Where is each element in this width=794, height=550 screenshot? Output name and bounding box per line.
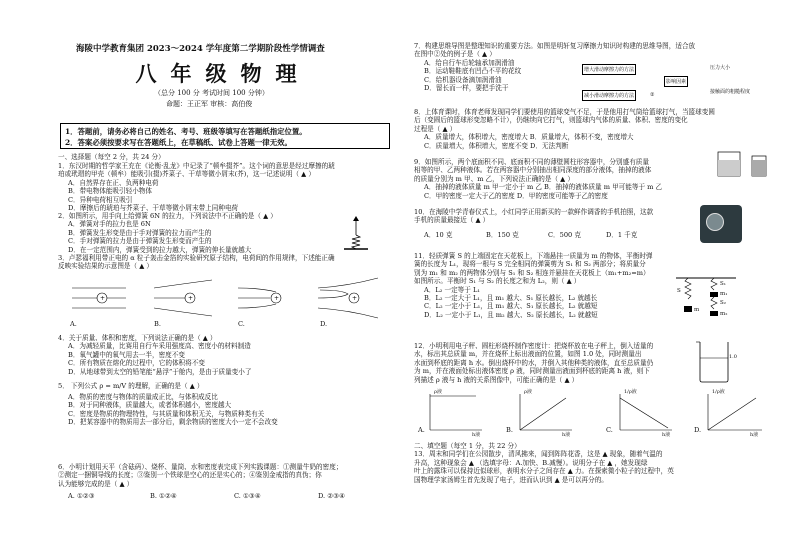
q12-stem: 为 m，并在液面处标出液体密度 ρ 液，同时测量出液面到杯底的距离 h 液，则下 xyxy=(414,367,650,376)
q11-option-b: B．L₂ 一定大于 L₁，且 m₁ 越大、S₁ 原长越长，L₂ 就越长 xyxy=(424,294,598,303)
q3-figure-a xyxy=(72,288,126,308)
q10-option-b: B．150 克 xyxy=(486,231,519,239)
q8-options-ab: A．质量增大，体积增大，密度增大 B．质量增大，体积不变，密度增大 xyxy=(424,133,634,142)
q7-stem: 7．构建思维导图是整理知识的重要方法。如图是明轩复习摩擦力知识时构建的思维导图，适合放 xyxy=(414,42,696,50)
q6-option-d: D. ②③④ xyxy=(318,492,345,500)
q6-stem: 认为能够完成的是（ ▲ ） xyxy=(58,479,134,488)
q3-option-b-label: B. xyxy=(154,320,161,328)
q7-option-c: C．给机器设备滴加润滑油 xyxy=(424,75,502,84)
mass-label: m₂ xyxy=(720,311,728,317)
section1-heading: 一、选择题（每空 2 分，共 24 分） xyxy=(58,153,165,161)
school-header: 海陵中学教育集团 2023～2024 学年度第二学期阶段性学情调查 xyxy=(76,44,325,54)
q12-option-c: C. xyxy=(606,426,613,434)
q6-option-a: A. ①②③ xyxy=(68,492,95,500)
q9-containers-figure xyxy=(714,146,776,178)
svg-text:+: + xyxy=(352,295,358,302)
mindmap-node: 影响因素 xyxy=(664,76,688,87)
q7-option-a: A．给自行车后轮轴承加润滑油 xyxy=(424,58,515,67)
q6-option-b: B. ①②④ xyxy=(150,492,177,500)
q5-option-c: C．密度是物质的物理特性，与其质量和体积无关，与物质种类有关 xyxy=(68,409,265,418)
question-5 xyxy=(58,380,398,427)
q12-beaker-figure xyxy=(696,340,736,384)
camera-icon xyxy=(706,213,724,231)
mindmap-node: 减小滑动摩擦力的方法 xyxy=(582,90,636,101)
q11-stem: 11．轻质弹簧 S 的上端固定在天花板上，下端悬挂一质量为 m 的物体，平衡时弹 xyxy=(414,252,653,260)
q8-stem: 后（变圆后的篮球形变忽略不计），仍继续向它打气，则篮球内气体的质量、体积、密度的变化 xyxy=(414,116,688,125)
q9-stem: 的质量分别为 m 甲、m 乙，下列说法正确的是（ ▲ ） xyxy=(414,174,574,183)
right-column xyxy=(414,0,786,550)
mass-label: m₁ xyxy=(720,291,728,297)
q7-stem: 在图中②处的例子是（ ▲ ） xyxy=(414,50,496,59)
q4-stem: 4．关于质量、体积和密度，下列说法正确的是（ ▲ ） xyxy=(58,334,217,342)
section1-heading-block xyxy=(58,153,398,161)
q9-stem: 9．如图所示，两个底面积不同、底面积不同的薄壁圆柱形容器中，分别盛有质量 xyxy=(414,158,649,166)
q9-options-ab: A．抽掉的液体质量 m 甲一定小于 m 乙 B．抽掉的液体质量 m 甲可能等于 m 乙 xyxy=(424,183,663,192)
authors: 命题：王正军 审核：高伯俊 xyxy=(166,100,253,108)
q10-stem: 10．在海陵中学青春仪式上，小红同学正用新买的一款鲜作调香的手机拍照，这款 xyxy=(414,208,654,216)
q4-option-c: C．所有物质在熔化的过程中，它的体积将不变 xyxy=(68,359,205,368)
phone-image xyxy=(700,205,742,243)
q3-figure-c xyxy=(238,288,281,308)
q3-stem: 反映实验结果的示意图是（ ▲ ） xyxy=(58,262,153,271)
question-3 xyxy=(58,254,398,271)
q12-graph-a xyxy=(430,394,482,430)
q5-option-d: D．把某容器中的物质用去一部分后，剩余物质的密度大小一定不会改变 xyxy=(68,418,278,427)
q5-option-b: B．对于同种液体，质量越大，或者体积越小，密度越大 xyxy=(68,401,232,410)
spring-label: S xyxy=(677,288,681,294)
q1-option-c: C．异种电荷相互吸引 xyxy=(68,195,133,204)
q6-stem: ②测定一捆铜导线的长度；③鉴别一个铁球是空心的还是实心的；④鉴别金戒指的真伪；你 xyxy=(58,471,322,480)
q12-option-b: B. xyxy=(506,426,513,434)
q10-option-d: D．1 千克 xyxy=(606,231,638,239)
score-time: （总分 100 分 考试时间 100 分钟） xyxy=(154,89,269,97)
q11-option-c: C．L₂ 一定小于 L₁，且 m₁ 越大、S₁ 原长越长，L₂ 就越短 xyxy=(424,302,598,311)
q1-line: 珀或玳瑁的甲壳（顿牟）能吸引(掇)芥菜子、干草等微小屑末(芥)，这一记述说明（ ▲ ） xyxy=(58,170,315,179)
q5-stem: 5． 下列公式 ρ = m/V 的理解，正确的是（ ▲ ） xyxy=(58,382,204,390)
q12-stem: 水面到杯底的距离 h 水。倒出烧杯中的水，并倒入其他种类的液体，直至总质量仍 xyxy=(414,358,654,367)
q12-graph-b-xlabel: h液 xyxy=(562,432,571,438)
section2-heading: 二、填空题（每空 1 分，共 22 分） xyxy=(414,442,521,450)
q12-graph-d-ylabel: 1/ρ液 xyxy=(712,389,725,395)
q8-options-cd: C．质量增大，体积增大，密度不变 D．无法判断 xyxy=(424,141,569,150)
q2-option-a: A．弹簧对手的拉力也是 6N xyxy=(68,220,151,229)
q3-figure-b xyxy=(154,280,212,316)
q11-option-d: D．L₂ 一定小于 L₁，且 m₂ 越大、S₂ 原长越长，L₂ 就越短 xyxy=(424,310,598,319)
q1-option-a: A．自然界存在正、负两种电荷 xyxy=(68,178,159,187)
mindmap-node: 增大滑动摩擦力的方法 xyxy=(582,64,636,75)
q12-stem: 12．小明利用电子秤、圆柱形烧杯制作密度计：把烧杯放在电子秤上，倒入适量的 xyxy=(414,342,654,350)
spring-figure xyxy=(336,215,376,253)
q7-option-b: B．运动鞋鞋底有凹凸不平的花纹 xyxy=(424,67,522,76)
q12-graph-c-ylabel: 1/ρ液 xyxy=(624,389,637,395)
q2-option-d: D．在一定范围内，弹簧受到的拉力越大，弹簧的伸长量就越大 xyxy=(68,245,252,254)
exam-title: 八年级物理 xyxy=(135,61,311,86)
alpha-particle-figures xyxy=(62,274,392,330)
q2-option-c: C．手对弹簧的拉力是由于弹簧发生形变而产生的 xyxy=(68,237,212,246)
section2 xyxy=(414,442,786,484)
q9-stem: 相等的甲、乙两种液体。若在两容器中分别抽出相同深度的部分液体，抽掉的液体 xyxy=(414,166,652,175)
q2-option-b: B．弹簧发生形变是由于手对弹簧的拉力而产生的 xyxy=(68,228,212,237)
q13-line: 国物理学家汤姆生首先发现了电子，进而认识到 ▲ 是可以再分的。 xyxy=(414,475,608,484)
notice-line-2: 2．答案必须按要求写在答题纸上，在草稿纸、试卷上答题一律无效。 xyxy=(65,138,292,147)
q10-option-c: C．500 克 xyxy=(548,231,581,239)
q11-stem: 别为 m₁ 和 m₂ 的两物体分别与 S₁ 和 S₂ 相连并悬挂在天花板上（m₁+m₂=m） xyxy=(414,268,650,277)
q4-option-d: D．从地球带到太空的铅笔能“悬浮”于舱内，是由于质量变小了 xyxy=(68,367,252,376)
q3-option-d-label: D. xyxy=(320,320,328,328)
q11-stem: 簧的长度为 L₁，现将一根与 S 完全相同的弹簧剪为 S₁ 和 S₂ 两部分；将质量分 xyxy=(414,260,646,269)
q7-option-d: D．留长而一样，要把手洗干 xyxy=(424,84,509,93)
q12-option-a: A. xyxy=(418,426,425,434)
notice-box xyxy=(60,123,390,149)
q9-options-cd: C．甲的密度一定大于乙的密度 D．甲的密度可能等于乙的密度 xyxy=(424,191,608,200)
spring-label: S₁ xyxy=(720,281,726,287)
q12-option-d: D. xyxy=(694,426,702,434)
q13-line: 13．周末和同学们在公园散步，清风拂来，闻到阵阵花香，这是 ▲ 现象，随着气温的 xyxy=(414,450,663,459)
notice-line-1: 1．答题前，请务必将自己的姓名、考号、班级等填写在答题纸指定位置。 xyxy=(65,127,307,136)
q12-stem: 水，标出其总质量 m，并在烧杯上标出液面的位置，如图 1.0 处，同时测量出 xyxy=(414,350,642,359)
q2-stem: 2．如图所示，用手向上给弹簧 6N 的拉力，下列说法中不正确的是（ ▲ ） xyxy=(58,212,277,220)
q6-option-c: C. ①③④ xyxy=(234,492,261,500)
question-4 xyxy=(58,334,398,376)
q8-stem: 过程是（ ▲ ） xyxy=(414,124,457,133)
q4-option-b: B．氧气罐中的氧气用去一半，密度不变 xyxy=(68,350,185,359)
spring-label: S₂ xyxy=(720,300,726,306)
q1-line: 1．东汉时期的哲学家王充在《论衡·乱龙》中记录了“顿牟掇芥”。这个词的意思是经过摩擦的琥 xyxy=(58,162,335,170)
mindmap-slot: ② xyxy=(650,92,655,98)
q1-option-b: B．带电物体能吸引轻小物体 xyxy=(68,187,152,196)
q12-graph-c xyxy=(620,394,672,430)
q13-line: 叶上的露珠可以保持近似球形，表明水分子之间存在 ▲ 力。在探索微小粒子的过程中，英 xyxy=(414,467,674,476)
q13-line: 升高，这种现象会 ▲ （选填字母：A.加快、B.减慢）。说明分子在 ▲ ，她发现绿 xyxy=(414,458,648,467)
q1-option-d: D．摩擦后的琥珀与芥菜子、干草等微小屑末带上同种电荷 xyxy=(68,204,239,213)
q12-graph-d xyxy=(708,394,762,430)
q4-option-a: A．为减轻质量，比赛用自行车采用强度高、密度小的材料制造 xyxy=(68,342,251,351)
q3-figure-d xyxy=(318,278,378,318)
question-6 xyxy=(58,463,398,488)
mindmap-node: 接触面的粗糙程度 xyxy=(710,89,751,95)
q3-option-c-label: C. xyxy=(238,320,245,328)
friction-mindmap xyxy=(582,62,782,102)
question-8 xyxy=(414,108,786,150)
beaker-mark: 1.0 xyxy=(729,354,737,360)
q12-graph-c-xlabel: h液 xyxy=(662,432,671,438)
q3-option-a-label: A. xyxy=(70,320,77,328)
q3-stem: 3．卢瑟福利用带正电的 α 粒子轰击金箔的实验研究原子结构，电荷间的作用规律，下述能正确 xyxy=(58,254,335,262)
q10-option-a: A．10 克 xyxy=(424,231,453,239)
svg-text:+: + xyxy=(188,295,194,302)
q12-stem: 列描述 ρ 液与 h 液的关系图像中，可能正确的是（ ▲ ） xyxy=(414,375,579,384)
q10-stem: 手机的质量最接近（ ▲ ） xyxy=(414,216,490,225)
svg-text:+: + xyxy=(274,295,280,302)
q12-graph-a-xlabel: h液 xyxy=(472,432,481,438)
left-column xyxy=(58,0,398,550)
q11-stem: 如图所示。平衡时 S₁ 与 S₂ 的长度之和为 L₂，则（ ▲ ） xyxy=(414,277,581,286)
q5-option-a: A．物质的密度与物体的质量成正比，与体积成反比 xyxy=(68,393,218,401)
question-1 xyxy=(58,162,398,212)
q11-springs-figure xyxy=(676,276,736,326)
svg-text:+: + xyxy=(100,295,106,302)
q12-graph-b xyxy=(520,394,572,430)
mindmap-node: 压力大小 xyxy=(710,65,731,71)
q12-graph-d-xlabel: h液 xyxy=(750,432,759,438)
q8-stem: 8．上体育课时，体育老师发现同学们要使用的篮球变气不足，于是他用打气筒给篮球打气，当篮球变圆 xyxy=(414,108,715,116)
q11-option-a: A．L₂ 一定等于 L₁ xyxy=(424,285,480,294)
q6-stem: 6．小明计划用天平（含砝码）、烧杯、量筒、水和密度表完成下列实践课题：①测量牛奶的密度； xyxy=(58,463,343,471)
mass-label: m xyxy=(694,307,700,313)
q12-graph-a-ylabel: ρ液 xyxy=(434,389,442,395)
q12-graph-b-ylabel: ρ液 xyxy=(524,389,532,395)
